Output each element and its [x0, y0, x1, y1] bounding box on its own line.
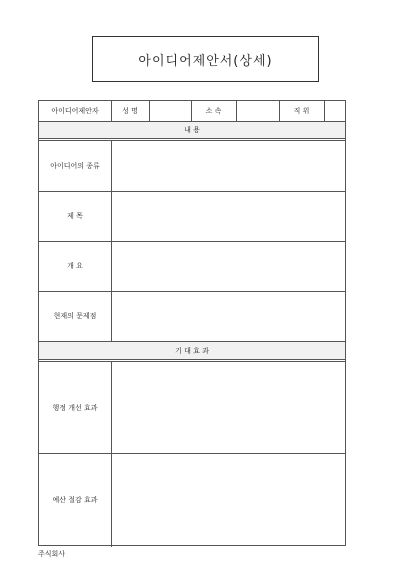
- document-title: [92, 36, 319, 82]
- dept-field[interactable]: [236, 101, 279, 121]
- proposal-form-table: [38, 100, 346, 546]
- divider: [111, 101, 112, 121]
- content-section-label: 내 용: [184, 125, 200, 134]
- divider: [324, 101, 325, 121]
- name-label: 성 명: [122, 107, 138, 115]
- name-field[interactable]: [149, 101, 191, 121]
- position-field[interactable]: [324, 101, 347, 121]
- dept-label: 소 속: [205, 107, 222, 115]
- position-label: 직 위: [293, 107, 310, 115]
- problem-label: 현재의 문제점: [53, 312, 97, 320]
- effect-section-label: 기 대 효 과: [175, 346, 209, 355]
- divider: [191, 101, 192, 121]
- divider: [149, 101, 150, 121]
- idea-type-label: 아이디어의 종류: [50, 162, 100, 170]
- idea-type-field[interactable]: [112, 141, 345, 191]
- company-footer: 주식회사: [38, 550, 66, 558]
- admin-effect-field[interactable]: [112, 362, 345, 453]
- subject-label: 제 목: [67, 212, 83, 220]
- divider: [236, 101, 237, 121]
- budget-effect-label: 예산 절감 효과: [52, 496, 98, 504]
- summary-field[interactable]: [112, 241, 345, 291]
- document-title-text: 아이디어제안서(상세): [138, 53, 273, 69]
- divider: [279, 101, 280, 121]
- summary-label: 개 요: [67, 262, 83, 270]
- subject-field[interactable]: [112, 191, 345, 241]
- problem-field[interactable]: [112, 291, 345, 341]
- budget-effect-field[interactable]: [112, 453, 345, 547]
- admin-effect-label: 행정 개선 효과: [52, 403, 98, 412]
- proposer-label: 아이디어제안자: [51, 107, 99, 115]
